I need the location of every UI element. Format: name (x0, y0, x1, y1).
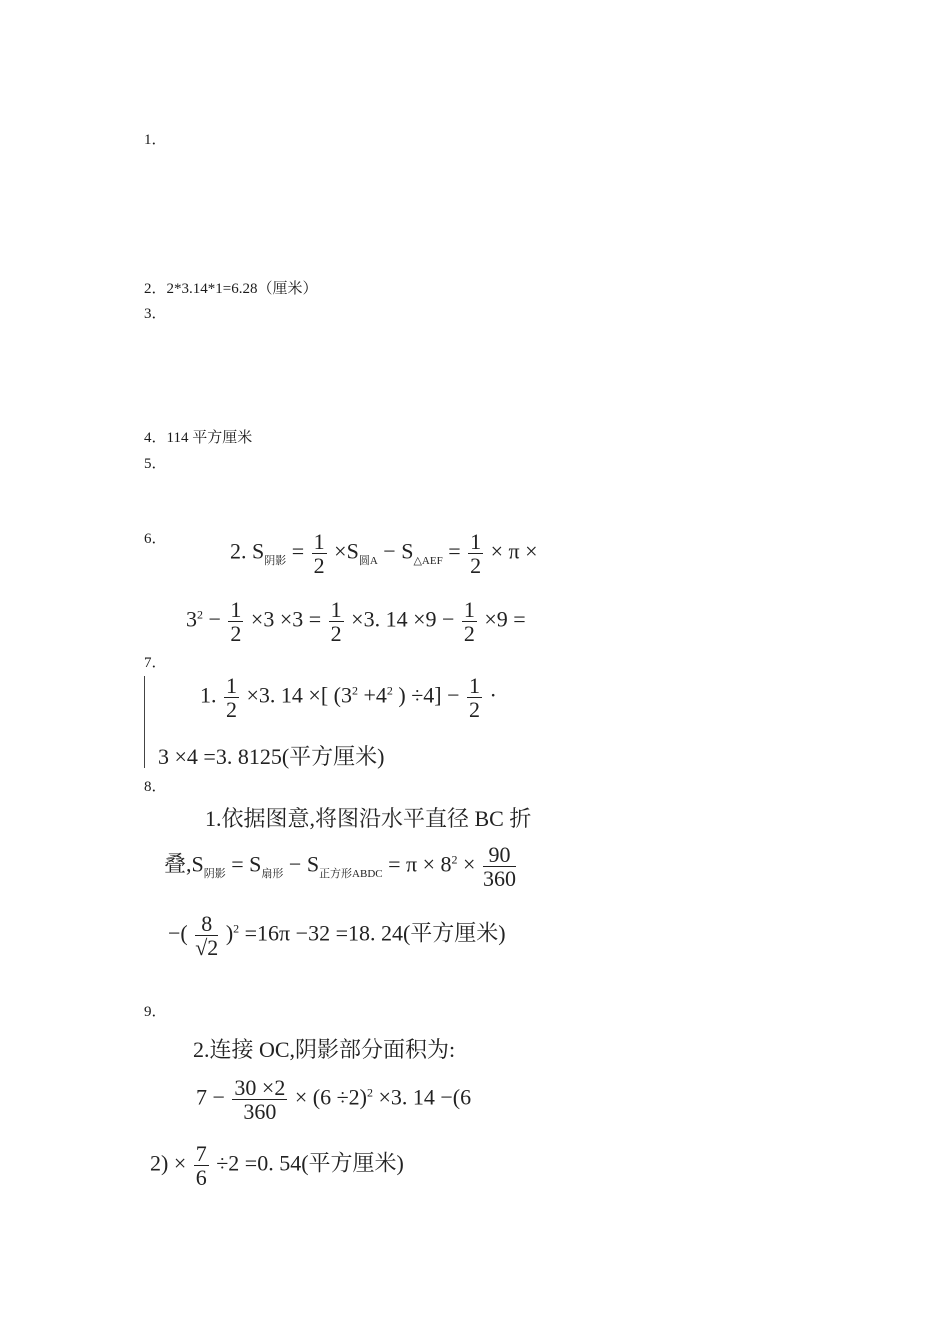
margin-bar (144, 676, 145, 768)
solution-9-line-1: 2.连接 OC,阴影部分面积为: (193, 1037, 456, 1062)
solution-6-line-2: $3^2$ − $\frac{1}{2}$ ×3 ×3 = $\frac{1}{2}$ ×3. 14 ×9 − $\frac{1}{2}$ ×9 = (186, 597, 526, 647)
fraction-half: $\frac{1}{2}$ (230, 597, 242, 647)
item-1-number: 1． (144, 132, 167, 148)
solution-7-line-1: 1. $\frac{1}{2}$ ×3. 14 ×[ ($3^2 +4^2$ ) ÷4] − $\frac{1}{2}$ · (200, 673, 497, 723)
fraction-half: $\frac{1}{2}$ (313, 529, 325, 579)
fraction-half: $\frac{1}{2}$ (470, 529, 482, 579)
solution-9-line-2: 7 − $\frac{30 \times 2}{360}$ × $(6 \div 2)^2 \times 3$. 14 −(6 (196, 1075, 472, 1125)
solution-8-line-1: 1.依据图意,将图沿水平直径 BC 折 (205, 806, 532, 831)
fraction-60-360: $\frac{30 \times 2}{360}$ (234, 1075, 286, 1125)
item-8-number: 8． (144, 779, 167, 795)
item-3-number: 3． (144, 306, 167, 322)
solution-7-line-2: 3 ×4 =3. 8125(平方厘米) (158, 744, 385, 769)
item-2-answer: 2．2*3.14*1=6.28（厘米） (144, 281, 318, 297)
fraction-half: $\frac{1}{2}$ (226, 673, 237, 723)
item-7-number: 7． (144, 655, 167, 671)
fraction-8-root2: $\frac{8}{√2}$ (195, 911, 219, 961)
solution-8-line-2: 叠$,S_{阴影} = S_{扇形} - S_{正方形ABDC} = \pi \times 8^2$ × $\frac{90}{360}$ (164, 842, 516, 892)
fraction-half: $\frac{1}{2}$ (330, 597, 342, 647)
fraction-half: $\frac{1}{2}$ (463, 597, 475, 647)
solution-8-line-3: −( $\frac{8}{√2}$ )$^2$ =16π −32 =18. 24(平方厘米) (168, 911, 506, 961)
item-4-answer: 4．114 平方厘米 (144, 430, 253, 446)
fraction-7-6: $\frac{7}{6}$ (195, 1141, 207, 1191)
item-6-number: 6． (144, 531, 167, 547)
item-9-number: 9． (144, 1004, 167, 1020)
solution-9-line-3: 2) × $\frac{7}{6}$ ÷2 =0. 54(平方厘米) (150, 1141, 404, 1191)
fraction-half: $\frac{1}{2}$ (469, 673, 481, 723)
item-5-number: 5． (144, 456, 167, 472)
solution-6-line-1: 2. $S_{阴影}$ = $\frac{1}{2}$ $\times S_{圆A} - S_{\triangle AEF}$ = $\frac{1}{2}$ × π × (230, 529, 538, 579)
fraction-90-360: $\frac{90}{360}$ (482, 842, 516, 892)
